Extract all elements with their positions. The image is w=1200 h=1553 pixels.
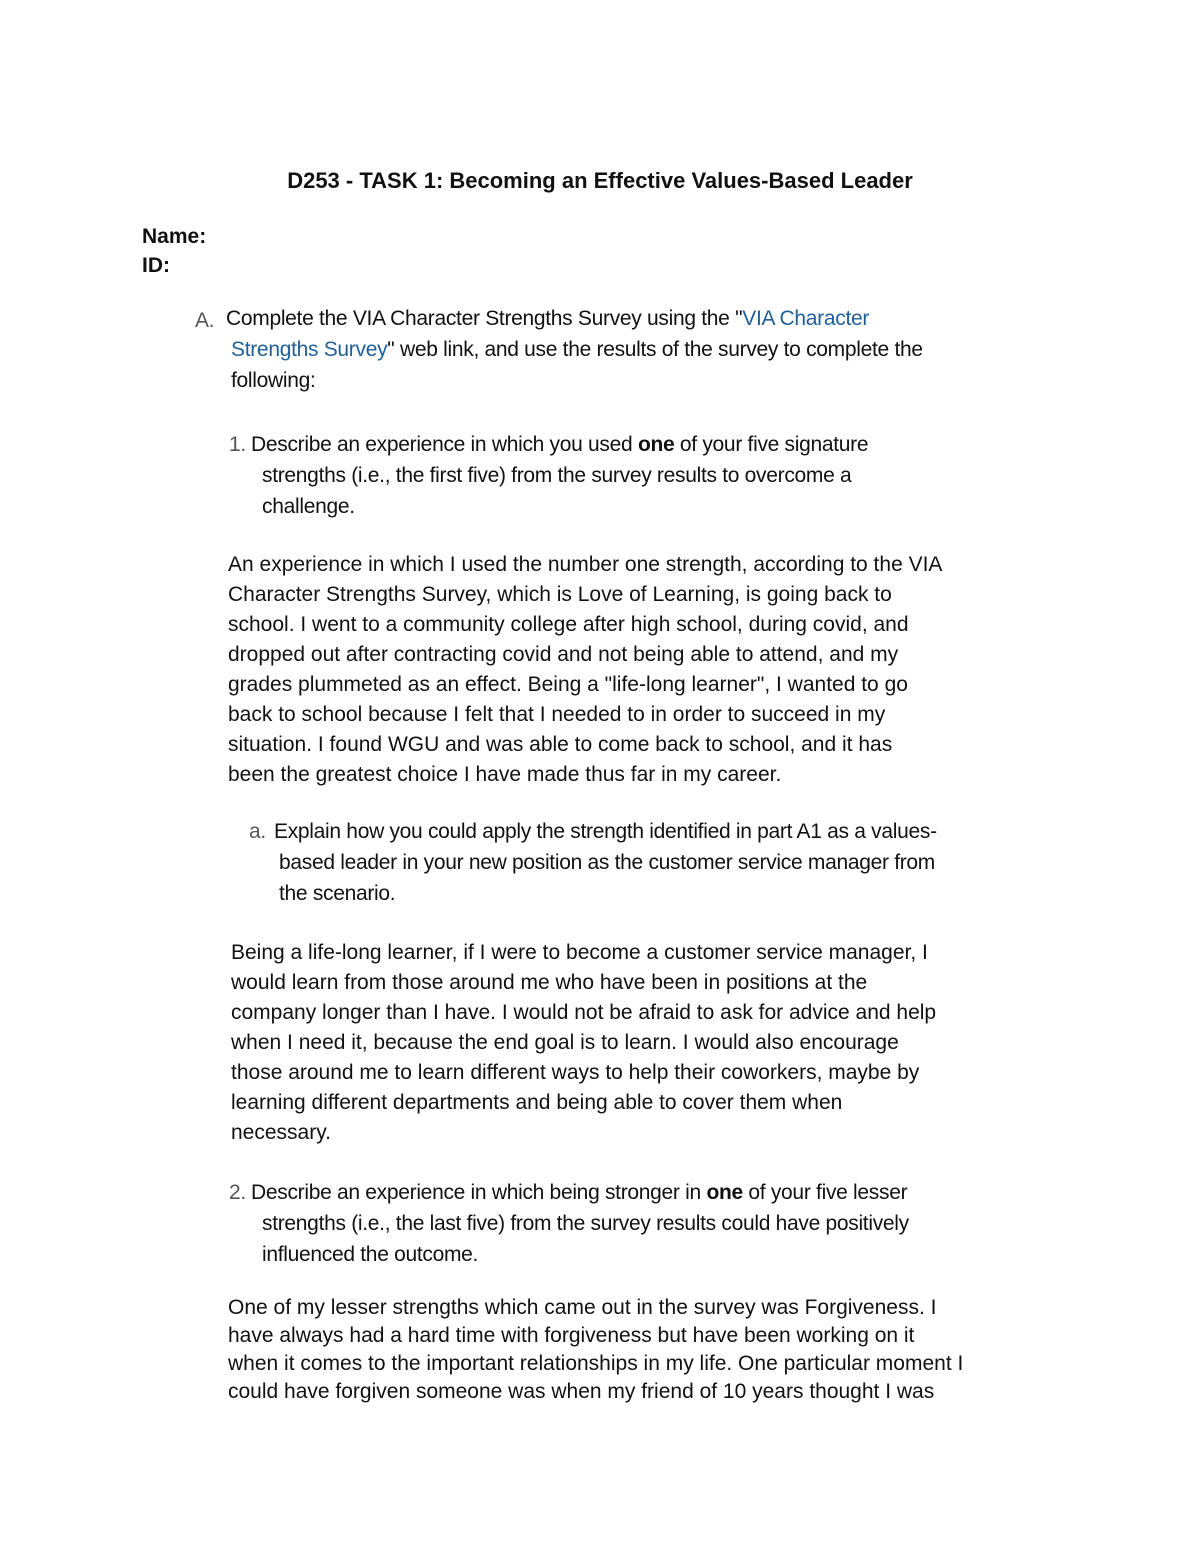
q1-text-1b: of your five signature xyxy=(674,433,869,456)
q1-text-2: strengths (i.e., the first five) from the survey results to overcome a xyxy=(262,464,852,487)
answer-1-line: An experience in which I used the number one strength, according to the VIA xyxy=(228,553,943,576)
answer-1-line: school. I went to a community college after high school, during covid, and xyxy=(228,613,909,636)
answer-1-line: back to school because I felt that I needed to in order to succeed in my xyxy=(228,703,886,726)
answer-2-line: when it comes to the important relationships in my life. One particular moment I xyxy=(228,1352,964,1375)
answer-2-line: One of my lesser strengths which came out in the survey was Forgiveness. I xyxy=(228,1296,937,1319)
section-a-text-3: following: xyxy=(231,369,316,392)
q1a-text-2: based leader in your new position as the customer service manager from xyxy=(279,851,936,874)
answer-1a-line: would learn from those around me who have been in positions at the xyxy=(231,971,868,994)
answer-2-line: have always had a hard time with forgiveness but have been working on it xyxy=(228,1324,915,1347)
q2-text-1b: of your five lesser xyxy=(742,1181,908,1204)
q1a-text-3: the scenario. xyxy=(279,882,396,905)
q1-bold: one xyxy=(637,433,675,456)
q1a-prompt xyxy=(274,816,937,909)
answer-1-line: Character Strengths Survey, which is Love of Learning, is going back to xyxy=(228,583,892,606)
answer-1-line: grades plummeted as an effect. Being a "life-long learner", I wanted to go xyxy=(228,673,908,696)
answer-1a-line: those around me to learn different ways to help their coworkers, maybe by xyxy=(231,1061,920,1084)
answer-1a-line: company longer than I have. I would not be afraid to ask for advice and help xyxy=(231,1001,937,1024)
name-label: Name: xyxy=(142,225,207,248)
section-a-text: Complete the VIA Character Strengths Survey using the " xyxy=(226,307,743,330)
q1a-text-1: Explain how you could apply the strength identified in part A1 as a values- xyxy=(274,820,937,843)
section-a-text-2: " web link, and use the results of the survey to complete the xyxy=(387,338,923,361)
answer-1a-line: Being a life-long learner, if I were to become a customer service manager, I xyxy=(231,941,928,964)
answer-1a-line: learning different departments and being able to cover them when xyxy=(231,1091,843,1114)
answer-1a-line: necessary. xyxy=(231,1121,331,1144)
q2-text-3: influenced the outcome. xyxy=(262,1243,479,1266)
answer-2 xyxy=(228,1294,963,1406)
document-page: D253 - TASK 1: Becoming an Effective Values-Based Leader Name: ID: A. Complete the VIA Character Strengths Survey using the "VIA Character Strengths Survey" web link, and use the results of the survey to complete the following: 1. Describe an experience in which you used one of your five signature strengths (i.e., the first five) from the survey results to overcome a challenge. An experience in which I used the number one strength, according to the VIA Character Strengths Survey, which is Love of Learning, is going back to school. I went to a community college after high school, during covid, and dropped out after contracting covid and not being able to attend, and my grades plummeted as an effect. Being a "life-long learner", I wanted to go back to school because I felt that I needed to in order to succeed in my situation. I found WGU and was able to come back to school, and it has been the greatest choice I have made thus far in my career. a. Explain how you could apply the strength identified in part A1 as a values- based leader in your new position as the customer service manager from the scenario. Being a life-long learner, if I were to become a customer service manager, I would learn from those around me who have been in positions at the company longer than I have. I would not be afraid to ask for advice and help when I need it, because the end goal is to learn. I would also encourage those around me to learn different ways to help their coworkers, maybe by learning different departments and being able to cover them when necessary. 2. Describe an experience in which being stronger in one of your five lesser strengths (i.e., the last five) from the survey results could have positively influenced the outcome. One of my lesser strengths which came out in the survey was Forgiveness. I have always had a hard time with forgiveness but have been working on it when it comes to the important relationships in my life. One particular moment I could have forgiven someone was when my friend of 10 years thought I was xyxy=(0,0,1200,1553)
q1-text-3: challenge. xyxy=(262,495,355,518)
answer-1 xyxy=(228,550,942,790)
answer-2-line: could have forgiven someone was when my friend of 10 years thought I was xyxy=(228,1380,935,1403)
section-a-prompt xyxy=(226,303,923,396)
via-survey-link[interactable]: VIA Character xyxy=(742,307,870,330)
answer-1a xyxy=(231,938,936,1148)
via-survey-link-continued[interactable]: Strengths Survey xyxy=(231,338,388,361)
answer-1-line: dropped out after contracting covid and not being able to attend, and my xyxy=(228,643,899,666)
q1-prompt xyxy=(251,429,868,522)
answer-1a-line: when I need it, because the end goal is to learn. I would also encourage xyxy=(231,1031,899,1054)
answer-1-line: been the greatest choice I have made thus far in my career. xyxy=(228,763,782,786)
q2-prompt xyxy=(251,1177,909,1270)
q2-text-2: strengths (i.e., the last five) from the survey results could have positively xyxy=(262,1212,909,1235)
q1-text-1: Describe an experience in which you used xyxy=(251,433,638,456)
q2-text-1: Describe an experience in which being stronger in xyxy=(251,1181,707,1204)
document-title: D253 - TASK 1: Becoming an Effective Values-Based Leader xyxy=(287,168,913,193)
q2-bold: one xyxy=(706,1181,743,1204)
answer-1-line: situation. I found WGU and was able to come back to school, and it has xyxy=(228,733,893,756)
id-label: ID: xyxy=(142,254,170,277)
